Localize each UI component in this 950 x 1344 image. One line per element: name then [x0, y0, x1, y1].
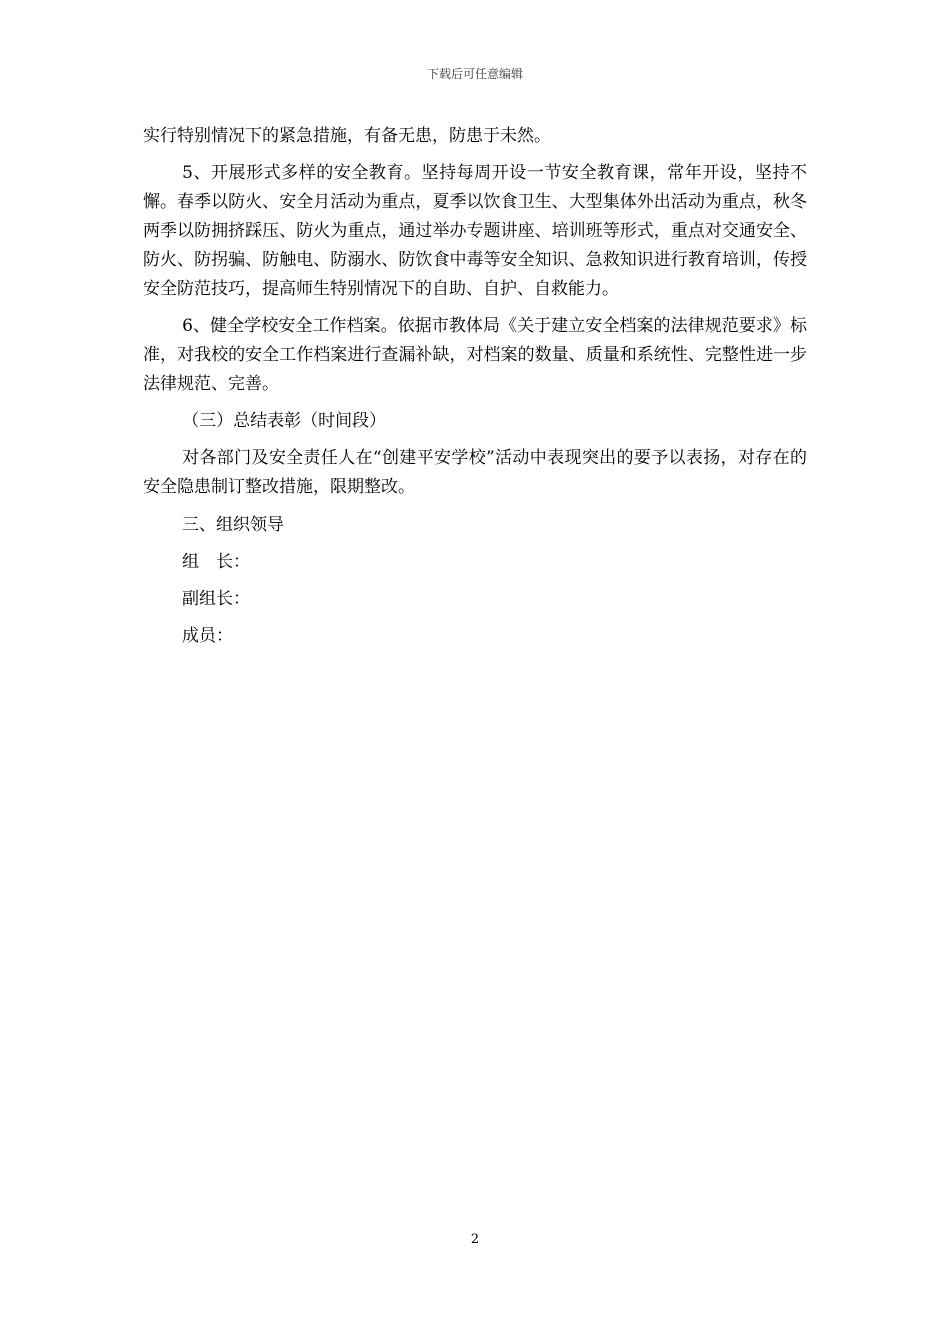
- page-number: 2: [470, 1232, 480, 1247]
- paragraph-commendation: 对各部门及安全责任人在“创建平安学校”活动中表现突出的要予以表扬，对存在的安全隐患制订整改措施，限期整改。: [143, 448, 807, 497]
- members-label: 成员：: [182, 626, 233, 646]
- section-heading-organization: 三、组织领导: [182, 515, 284, 535]
- document-body: [143, 122, 807, 655]
- leader-label: 组 长：: [182, 552, 250, 572]
- paragraph-safety-education: 5、开展形式多样的安全教育。坚持每周开设一节安全教育课，常年开设，坚持不懈。春季以防火、安全月活动为重点，夏季以饮食卫生、大型集体外出活动为重点，秋冬两季以防拥挤踩压、防火为重点，通过举办专题讲座、培训班等形式，重点对交通安全、防火、防拐骗、防触电、防溺水、防饮食中毒等安全知识、急救知识进行教育培训，传授安全防范技巧，提高师生特别情况下的自助、自护、自救能力。: [143, 163, 807, 299]
- page-header: 下载后可任意编辑: [426, 67, 523, 81]
- paragraph-safety-archives: 6、健全学校安全工作档案。依据市教体局《关于建立安全档案的法律规范要求》标准，对我校的安全工作档案进行查漏补缺，对档案的数量、质量和系统性、完整性进一步法律规范、完善。: [143, 316, 807, 394]
- vice-leader-label: 副组长：: [182, 589, 250, 609]
- paragraph-summary-heading: （三）总结表彰（时间段）: [182, 411, 387, 431]
- paragraph-emergency-measures: 实行特别情况下的紧急措施，有备无患，防患于未然。: [143, 126, 551, 146]
